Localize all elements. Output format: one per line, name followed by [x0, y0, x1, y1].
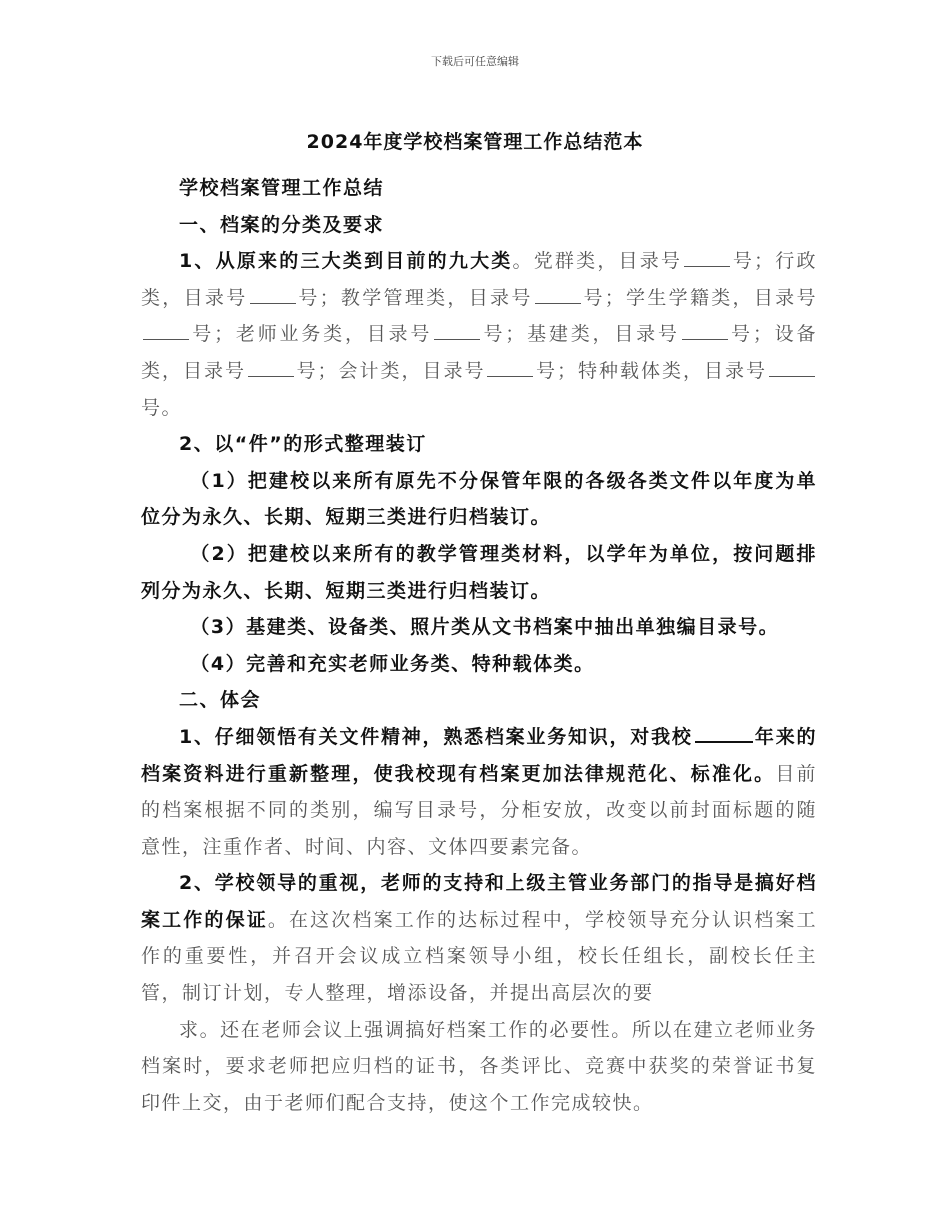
text: 。党群类，目录号 — [512, 250, 683, 273]
document-title: 2024年度学校档案管理工作总结范本 — [306, 131, 644, 153]
section-heading-2: 二、体会 — [179, 689, 262, 712]
header-note: 下载后可任意编辑 — [431, 55, 519, 68]
text: 号；特种载体类，目录号 — [535, 359, 767, 382]
blank-line — [695, 723, 753, 743]
document-body — [141, 170, 817, 1121]
paragraph-3: （1）把建校以来所有原先不分保管年限的各级各类文件以年度为单位分为永久、长期、短期三类进行归档装订。 — [141, 469, 817, 529]
paragraph-8 — [141, 865, 817, 1011]
blank-line — [769, 358, 815, 377]
paragraph-1 — [141, 243, 817, 426]
blank-line — [684, 248, 730, 267]
text: 号；设备类，目录号 — [141, 323, 817, 382]
subtitle: 学校档案管理工作总结 — [179, 177, 385, 199]
blank-line — [248, 358, 294, 377]
paragraph-8-text: 。在这次档案工作的达标过程中，学校领导充分认识档案工作的重要性，并召开会议成立档案领导小组，校长任组长，副校长任主管，制订计划，专人整理，增添设备，并提出高层次的要 — [141, 908, 817, 1005]
blank-line — [143, 321, 189, 340]
paragraph-9: 求。还在老师会议上强调搞好档案工作的必要性。所以在建立老师业务档案时，要求老师把应归档的证书，各类评比、竞赛中获奖的荣誉证书复印件上交，由于老师们配合支持，使这个工作完成较快。 — [141, 1018, 817, 1114]
paragraph-4: （2）把建校以来所有的教学管理类材料，以学年为单位，按问题排列分为永久、长期、短期三类进行归档装订。 — [141, 542, 817, 602]
text: 号。 — [141, 396, 183, 419]
blank-line — [250, 285, 296, 304]
blank-line — [434, 321, 480, 340]
text: 号；会计类，目录号 — [296, 359, 486, 382]
paragraph-8-lead: 2、学校领导的重视，老师的支持和上级主管业务部门的指导是搞好档案工作的保证 — [141, 872, 817, 931]
text: 号；教学管理类，目录号 — [297, 286, 533, 309]
paragraph-1-lead: 1、从原来的三大类到目前的九大类 — [179, 250, 513, 273]
paragraph-2: 2、以“件”的形式整理装订 — [179, 433, 427, 456]
text: 号；学生学籍类，目录号 — [582, 286, 817, 309]
paragraph-5: （3）基建类、设备类、照片类从文书档案中抽出单独编目录号。 — [190, 616, 780, 639]
paragraph-7 — [141, 719, 817, 865]
blank-line — [682, 321, 728, 340]
paragraph-7-text: 目前的档案根据不同的类别，编写目录号，分柜安放，改变以前封面标题的随意性，注重作者、时间、内容、文体四要素完备。 — [141, 762, 817, 858]
text: 号；行政类，目录号 — [141, 250, 817, 309]
blank-line — [487, 358, 533, 377]
paragraph-7-lead-cont: 年来的档案资料进行重新整理，使我校现有档案更加法律规范化、标准化。 — [141, 725, 817, 785]
section-heading-1: 一、档案的分类及要求 — [179, 213, 385, 236]
text: 号；老师业务类，目录号 — [191, 323, 433, 346]
paragraph-6: （4）完善和充实老师业务类、特种载体类。 — [190, 652, 595, 675]
paragraph-7-lead: 1、仔细领悟有关文件精神，熟悉档案业务知识，对我校 — [179, 725, 693, 748]
text: 号；基建类，目录号 — [482, 323, 680, 346]
blank-line — [535, 285, 581, 304]
